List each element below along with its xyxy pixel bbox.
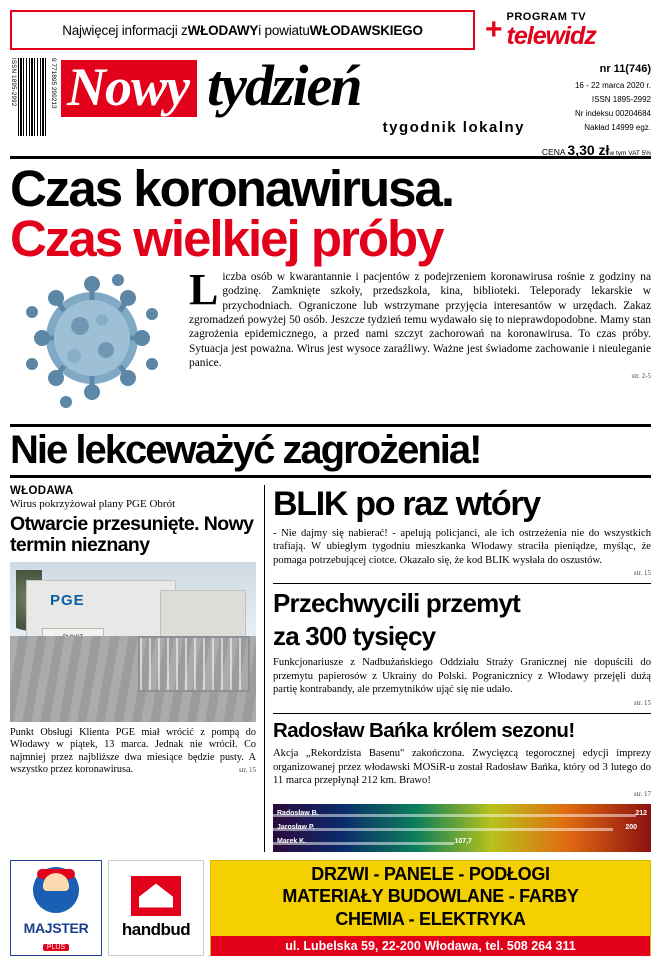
photo-fence bbox=[138, 636, 250, 692]
majster-name: MAJSTER bbox=[23, 920, 89, 937]
issue-date: 16 - 22 marca 2020 r. bbox=[574, 81, 651, 91]
ad-building-materials[interactable] bbox=[210, 860, 651, 956]
promo-mid: i powiatu bbox=[258, 22, 310, 38]
promo-county: WŁODAWSKIEGO bbox=[309, 22, 423, 38]
bottom-advertisements bbox=[10, 860, 651, 956]
hero-headline-line3: Nie lekceważyć zagrożenia! bbox=[10, 424, 651, 478]
barcode-issn-text: ISSN 1895-2992 bbox=[10, 58, 16, 107]
blik-headline: BLIK po raz wtóry bbox=[273, 484, 540, 523]
story-swimmer bbox=[273, 720, 651, 852]
left-column-story bbox=[10, 485, 256, 852]
newspaper-front-page bbox=[0, 10, 661, 978]
issue-number: nr 11(746) bbox=[599, 63, 651, 75]
ad-line-3: CHEMIA - ELEKTRYKA bbox=[335, 908, 526, 929]
promo-banner bbox=[10, 10, 475, 50]
swimmer-ranking-graphic bbox=[273, 804, 651, 852]
ad-line-2: MATERIAŁY BUDOWLANE - FARBY bbox=[282, 886, 579, 907]
ad-majster[interactable] bbox=[10, 860, 102, 956]
caption-text: Punkt Obsługi Klienta PGE miał wrócić z pompą do Włodawy w piątek, 13 marca. Jednak nie wrócił. Co najmniej przez najbliższe dwa miesiące będzie pusty. A wszystko przez koronawirusa. bbox=[10, 726, 256, 776]
left-subkicker: Wirus pokrzyżował plany PGE Obrót bbox=[10, 497, 176, 510]
barcode-icon bbox=[18, 58, 48, 136]
left-page-ref: str. 15 bbox=[238, 766, 256, 775]
top-promo-bar bbox=[10, 10, 651, 50]
hero-lead-body: iczba osób w kwarantannie i pacjentów z podejrzeniem koronawirusa rośnie z godziny na godzinę. Zamknięte szkoły, przedszkola, kina, biblioteki. Teleporady lekarskie w przychodniach. Ograniczone lub wstrzymane przyjęcia interesantów w urzędach. Zakaz zgromadzeń powyżej 50 osób. Jeszcze tydzień temu wydawało się to nieprawdopodobne. Mamy stan zagrożenia epidemicznego, a przed nami szczyt zachorowań na koronawirusa. To czas próby. Sytuacja jest poważna. Wirus jest wysoce zaraźliwy. Ważne jest świadome zachowanie i nieuleganie panice. bbox=[189, 270, 651, 370]
price-label: CENA bbox=[541, 147, 566, 158]
divider-1 bbox=[273, 583, 651, 584]
barcode-digits: 9 771895 299213 bbox=[50, 58, 57, 109]
masthead bbox=[10, 53, 651, 159]
right-column-stories bbox=[264, 485, 651, 852]
ad-line-1: DRZWI - PANELE - PODŁOGI bbox=[311, 863, 550, 884]
ranking-value-2: 200 bbox=[625, 823, 637, 831]
hero-headline-line1: Czas koronawirusa. bbox=[10, 160, 453, 217]
price-value: 3,30 zł bbox=[567, 142, 610, 159]
story-blik bbox=[273, 484, 651, 578]
tv-program-label: PROGRAM TV bbox=[506, 10, 587, 23]
smuggling-page-ref: str. 15 bbox=[633, 698, 651, 707]
blik-page-ref: str. 15 bbox=[633, 569, 651, 578]
ranking-value-3: 107,7 bbox=[454, 837, 472, 845]
logo-word-tydzien: tydzień bbox=[206, 53, 361, 118]
left-kicker: WŁODAWA bbox=[10, 484, 74, 497]
swimmer-headline: Radosław Bańka królem sezonu! bbox=[273, 718, 575, 742]
left-headline: Otwarcie przesunięte. Nowy termin nieznany bbox=[10, 512, 254, 556]
divider-2 bbox=[273, 713, 651, 714]
ranking-label-3: Marek K. bbox=[277, 837, 307, 845]
logo-area bbox=[57, 53, 531, 137]
issue-issn: ISSN 1895-2992 bbox=[591, 95, 651, 105]
pge-logo-text: PGE bbox=[50, 591, 85, 609]
handbud-logo-icon bbox=[131, 876, 181, 916]
ranking-value-1: 212 bbox=[635, 809, 647, 817]
promo-city: WŁODAWY bbox=[187, 22, 259, 38]
price-vat: w tym VAT 5% bbox=[609, 150, 651, 158]
hero-page-ref: str. 2-5 bbox=[631, 372, 651, 381]
issue-print-run: Nakład 14999 egz. bbox=[584, 123, 651, 133]
swimmer-body: Akcja „Rekordzista Basenu" zakończona. Zwycięzcą tegorocznej edycji imprezy organizowanej przez włodawski MOSiR-u został Radosław Bańka, który od 3 lutego do 11 marca przepłynął 212 km. Brawo! bbox=[273, 748, 651, 787]
issue-index: Nr indeksu 00204684 bbox=[574, 109, 651, 119]
swimmer-page-ref: str. 17 bbox=[633, 789, 651, 798]
lower-section bbox=[10, 485, 651, 852]
coronavirus-illustration bbox=[10, 270, 185, 420]
plus-icon: + bbox=[485, 13, 503, 46]
promo-prefix: Najwięcej informacji z bbox=[62, 22, 188, 38]
virus-icon bbox=[10, 266, 190, 418]
hero-story bbox=[10, 156, 651, 478]
ranking-label-1: Radosław B. bbox=[277, 809, 319, 817]
hero-dropcap: L bbox=[189, 264, 219, 314]
issue-info bbox=[531, 58, 651, 163]
photo-caption bbox=[10, 727, 256, 777]
pge-office-photo bbox=[10, 562, 256, 722]
hero-lead-text bbox=[185, 264, 651, 420]
blik-body: - Nie dajmy się nabierać! - apelują policjanci, ale ich ostrzeżenia nie do wszystkich trafiają. W ubiegłym tygodniu mieszkanka Włodawy straciła pieniądze, myśląc, że pomaga potrzebującej ciotce. Okazało się, że kod BLIK wysłała do oszustów. bbox=[273, 527, 651, 566]
hero-headline-line2: Czas wielkiej próby bbox=[10, 210, 443, 268]
smuggling-body: Funkcjonariusze z Nadbużańskiego Oddziału Straży Granicznej nie dopuścili do przemytu papierosów z Ukrainy do Polski. Pogranicznicy z Włodawy przejęli dużą partię kontrabandy, ale przemytników ująć się nie udało. bbox=[273, 657, 651, 696]
barcode-block bbox=[10, 58, 57, 146]
tv-name-label: telewidz bbox=[506, 21, 596, 50]
ad-contact-bar: ul. Lubelska 59, 22-200 Włodawa, tel. 508 264 311 bbox=[211, 936, 650, 956]
handbud-name: handbud bbox=[121, 919, 191, 939]
ad-handbud[interactable] bbox=[108, 860, 204, 956]
photo-building-secondary bbox=[160, 590, 246, 642]
ranking-label-2: Jarosław P. bbox=[277, 823, 315, 831]
tv-supplement-badge bbox=[481, 10, 651, 50]
smuggling-headline-line1: Przechwycili przemyt bbox=[273, 588, 520, 619]
logo-tagline: tygodnik lokalny bbox=[382, 119, 525, 137]
logo-word-nowy: Nowy bbox=[61, 60, 197, 117]
majster-plus-badge: PLUS bbox=[43, 944, 69, 951]
story-smuggling bbox=[273, 590, 651, 706]
smuggling-headline-line2: za 300 tysięcy bbox=[273, 621, 436, 652]
majster-mascot-icon bbox=[33, 867, 79, 913]
